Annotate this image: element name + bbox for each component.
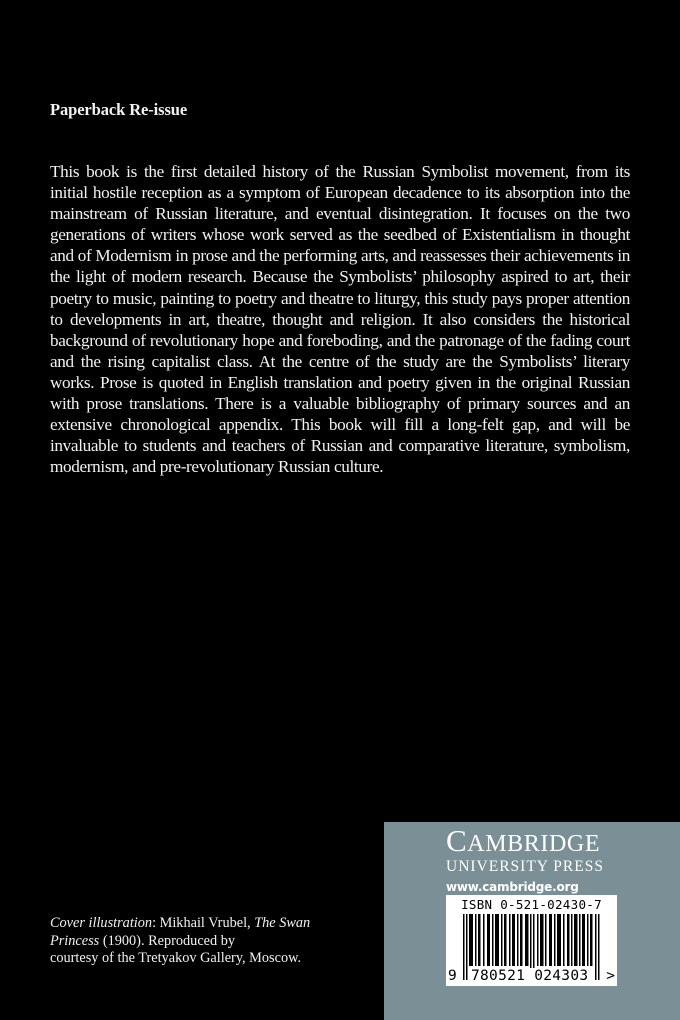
ean-number: 780521 024303	[471, 968, 589, 984]
cover-illustration-credit	[50, 915, 350, 968]
publisher-logo	[446, 823, 604, 896]
edition-heading: Paperback Re-issue	[50, 100, 188, 119]
publisher-url: www.cambridge.org	[446, 880, 579, 894]
credit-courtesy: courtesy of the Tretyakov Gallery, Moscow.	[50, 950, 302, 966]
isbn-label: ISBN 0-521-02430-7	[461, 897, 602, 912]
book-description: This book is the first detailed history of the Russian Symbolist movement, from its initial hostile reception as a symptom of European decadence to its absorption into the mainstream of Russian literature, and eventual disintegration. It focuses on the two generations of writers whose work served as the seedbed of Existentialism in thought and of Modernism in prose and the performing arts, and reassesses their achievements in the light of modern research. Because the Symbolists’ philosophy aspired to art, their poetry to music, painting to poetry and theatre to liturgy, this study pays proper attention to developments in art, theatre, thought and religion. It also considers the historical background of revolutionary hope and foreboding, and the patronage of the fading court and the rising capitalist class. At the centre of the study are the Symbolists’ literary works. Prose is quoted in English translation and poetry given in the original Russian with prose translations. There is a valuable bibliography of primary sources and an extensive chronological appendix. This book will fill a long-felt gap, and will be invaluable to students and teachers of Russian and comparative literature, symbolism, modernism, and pre-revolutionary Russian culture.	[50, 162, 630, 477]
publisher-panel	[384, 822, 680, 1020]
publisher-subtitle: UNIVERSITY PRESS	[446, 858, 604, 875]
credit-label: Cover illustration	[50, 915, 153, 931]
credit-artwork-title-2: Princess	[50, 932, 100, 949]
ean-first-digit: 9	[448, 968, 457, 984]
credit-artist: : Mikhail Vrubel,	[152, 915, 255, 931]
credit-year: (1900). Reproduced by	[99, 932, 236, 949]
credit-artwork-title-1: The Swan	[254, 915, 311, 931]
isbn-barcode	[446, 895, 617, 986]
publisher-name: CAMBRIDGE	[446, 823, 601, 858]
quiet-zone-arrow-icon: >	[606, 968, 615, 984]
